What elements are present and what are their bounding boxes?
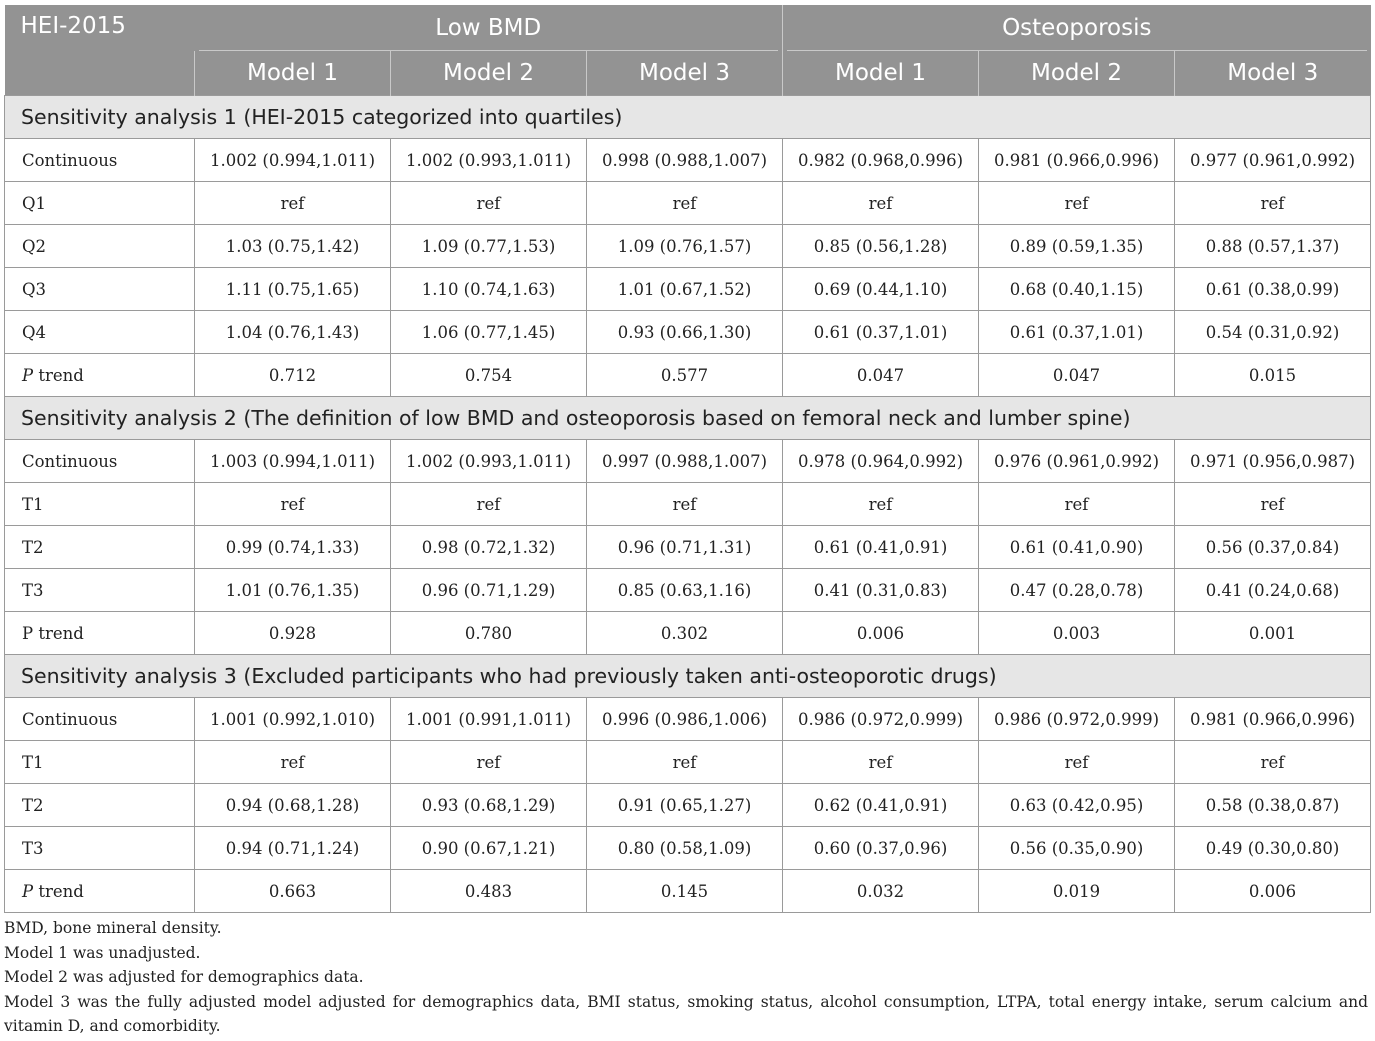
table-cell: 0.977 (0.961,0.992)	[1175, 139, 1371, 182]
table-cell: 0.978 (0.964,0.992)	[783, 440, 979, 483]
row-label: Q2	[5, 225, 195, 268]
table-row	[5, 225, 1371, 268]
table-cell: 0.56 (0.37,0.84)	[1175, 526, 1371, 569]
table-row	[5, 139, 1371, 182]
table-cell: 0.981 (0.966,0.996)	[979, 139, 1175, 182]
table-row	[5, 354, 1371, 397]
table-cell: 0.003	[979, 612, 1175, 655]
table-cell: 0.41 (0.31,0.83)	[783, 569, 979, 612]
table-cell: ref	[979, 182, 1175, 225]
table-cell: 0.60 (0.37,0.96)	[783, 827, 979, 870]
table-cell: ref	[1175, 741, 1371, 784]
table-cell: ref	[587, 182, 783, 225]
table-cell: 1.001 (0.992,1.010)	[195, 698, 391, 741]
table-cell: 0.58 (0.38,0.87)	[1175, 784, 1371, 827]
table-cell: 0.99 (0.74,1.33)	[195, 526, 391, 569]
header-model: Model 3	[587, 51, 783, 96]
header-model: Model 2	[391, 51, 587, 96]
p-trend-rest: trend	[33, 365, 84, 385]
table-cell: 0.986 (0.972,0.999)	[783, 698, 979, 741]
table-cell: ref	[783, 741, 979, 784]
header-row-groups	[5, 5, 1371, 51]
table-cell: 0.047	[783, 354, 979, 397]
row-label: T2	[5, 526, 195, 569]
table-cell: 1.09 (0.77,1.53)	[391, 225, 587, 268]
row-label: Q4	[5, 311, 195, 354]
table-row	[5, 784, 1371, 827]
table-cell: 0.976 (0.961,0.992)	[979, 440, 1175, 483]
table-cell: 0.61 (0.41,0.90)	[979, 526, 1175, 569]
table-cell: 0.981 (0.966,0.996)	[1175, 698, 1371, 741]
section-header	[5, 397, 1371, 440]
table-cell: 0.54 (0.31,0.92)	[1175, 311, 1371, 354]
table-row	[5, 870, 1371, 913]
table-cell: 0.90 (0.67,1.21)	[391, 827, 587, 870]
table-cell: 0.61 (0.37,1.01)	[979, 311, 1175, 354]
table-cell: 0.032	[783, 870, 979, 913]
table-cell: 0.96 (0.71,1.29)	[391, 569, 587, 612]
table-cell: 0.61 (0.37,1.01)	[783, 311, 979, 354]
table-row	[5, 827, 1371, 870]
row-label-p-trend	[5, 870, 195, 913]
table-cell: 0.302	[587, 612, 783, 655]
footnote: BMD, bone mineral density.	[4, 919, 222, 937]
table-cell: ref	[783, 182, 979, 225]
header-model: Model 1	[783, 51, 979, 96]
results-table	[4, 5, 1371, 913]
row-label: Q1	[5, 182, 195, 225]
table-cell: 0.61 (0.41,0.91)	[783, 526, 979, 569]
table-cell: 1.002 (0.993,1.011)	[391, 139, 587, 182]
header-group-label: Low BMD	[435, 15, 542, 41]
row-label: P trend	[5, 612, 195, 655]
table-cell: 0.62 (0.41,0.91)	[783, 784, 979, 827]
header-model: Model 1	[195, 51, 391, 96]
row-label: T1	[5, 483, 195, 526]
footnote: Model 1 was unadjusted.	[4, 943, 201, 962]
results-table-container	[4, 5, 1370, 913]
table-cell: ref	[391, 483, 587, 526]
table-cell: 0.89 (0.59,1.35)	[979, 225, 1175, 268]
table-row	[5, 569, 1371, 612]
table-cell: ref	[391, 741, 587, 784]
table-row	[5, 182, 1371, 225]
table-cell: ref	[195, 483, 391, 526]
table-cell: 0.41 (0.24,0.68)	[1175, 569, 1371, 612]
header-model: Model 3	[1175, 51, 1371, 96]
table-row	[5, 268, 1371, 311]
table-cell: 0.94 (0.71,1.24)	[195, 827, 391, 870]
table-cell: 0.68 (0.40,1.15)	[979, 268, 1175, 311]
table-cell: 1.09 (0.76,1.57)	[587, 225, 783, 268]
row-label: T3	[5, 827, 195, 870]
header-group-low-bmd	[195, 5, 783, 51]
header-model: Model 2	[979, 51, 1175, 96]
row-label-p-trend	[5, 354, 195, 397]
table-row	[5, 483, 1371, 526]
table-cell: 0.61 (0.38,0.99)	[1175, 268, 1371, 311]
row-label: Continuous	[5, 698, 195, 741]
table-row	[5, 311, 1371, 354]
table-cell: 1.01 (0.67,1.52)	[587, 268, 783, 311]
table-cell: 0.015	[1175, 354, 1371, 397]
table-cell: 0.663	[195, 870, 391, 913]
table-cell: ref	[587, 741, 783, 784]
table-cell: 1.002 (0.993,1.011)	[391, 440, 587, 483]
table-cell: 0.63 (0.42,0.95)	[979, 784, 1175, 827]
table-cell: 0.928	[195, 612, 391, 655]
table-row	[5, 698, 1371, 741]
table-cell: 1.06 (0.77,1.45)	[391, 311, 587, 354]
table-cell: ref	[1175, 182, 1371, 225]
table-cell: 0.96 (0.71,1.31)	[587, 526, 783, 569]
table-cell: 0.47 (0.28,0.78)	[979, 569, 1175, 612]
table-cell: 0.93 (0.66,1.30)	[587, 311, 783, 354]
table-cell: 0.98 (0.72,1.32)	[391, 526, 587, 569]
section-title: Sensitivity analysis 1 (HEI-2015 categorized into quartiles)	[5, 96, 1371, 139]
table-cell: 0.006	[1175, 870, 1371, 913]
table-cell: 1.10 (0.74,1.63)	[391, 268, 587, 311]
table-cell: ref	[391, 182, 587, 225]
table-cell: 0.712	[195, 354, 391, 397]
table-cell: 0.69 (0.44,1.10)	[783, 268, 979, 311]
header-row-models	[5, 51, 1371, 96]
footnote: Model 3 was the fully adjusted model adjusted for demographics data, BMI status, smoking status, alcohol consumption, LTPA, total energy intake, serum calcium and vitamin D, and comorbidity.	[4, 992, 1368, 1035]
table-cell: 0.997 (0.988,1.007)	[587, 440, 783, 483]
table-cell: 1.04 (0.76,1.43)	[195, 311, 391, 354]
table-cell: 1.002 (0.994,1.011)	[195, 139, 391, 182]
table-cell: 0.93 (0.68,1.29)	[391, 784, 587, 827]
table-cell: ref	[195, 182, 391, 225]
table-cell: 0.047	[979, 354, 1175, 397]
table-cell: 0.996 (0.986,1.006)	[587, 698, 783, 741]
table-cell: 0.88 (0.57,1.37)	[1175, 225, 1371, 268]
header-group-label: Osteoporosis	[1002, 15, 1152, 41]
table-cell: 0.998 (0.988,1.007)	[587, 139, 783, 182]
table-cell: 0.483	[391, 870, 587, 913]
table-cell: 0.145	[587, 870, 783, 913]
table-cell: ref	[783, 483, 979, 526]
table-cell: 0.49 (0.30,0.80)	[1175, 827, 1371, 870]
row-label: T1	[5, 741, 195, 784]
table-cell: 0.56 (0.35,0.90)	[979, 827, 1175, 870]
table-cell: 1.11 (0.75,1.65)	[195, 268, 391, 311]
table-cell: 0.001	[1175, 612, 1371, 655]
table-cell: 0.85 (0.63,1.16)	[587, 569, 783, 612]
table-cell: 0.94 (0.68,1.28)	[195, 784, 391, 827]
table-cell: 0.754	[391, 354, 587, 397]
table-cell: ref	[1175, 483, 1371, 526]
header-group-osteoporosis	[783, 5, 1371, 51]
table-cell: ref	[979, 741, 1175, 784]
table-cell: 0.780	[391, 612, 587, 655]
table-cell: ref	[979, 483, 1175, 526]
row-label: Continuous	[5, 139, 195, 182]
section-title: Sensitivity analysis 3 (Excluded participants who had previously taken anti-osteoporotic drugs)	[5, 655, 1371, 698]
table-cell: 0.80 (0.58,1.09)	[587, 827, 783, 870]
row-label: Q3	[5, 268, 195, 311]
table-cell: ref	[587, 483, 783, 526]
table-cell: 0.019	[979, 870, 1175, 913]
section-header	[5, 96, 1371, 139]
table-row	[5, 526, 1371, 569]
table-row	[5, 612, 1371, 655]
table-cell: 0.85 (0.56,1.28)	[783, 225, 979, 268]
table-footnotes	[4, 916, 1368, 1039]
p-trend-rest: trend	[33, 881, 84, 901]
table-cell: 1.01 (0.76,1.35)	[195, 569, 391, 612]
row-label: T2	[5, 784, 195, 827]
table-row	[5, 440, 1371, 483]
row-label: T3	[5, 569, 195, 612]
header-corner: HEI-2015	[20, 13, 126, 39]
table-cell: ref	[195, 741, 391, 784]
table-cell: 0.986 (0.972,0.999)	[979, 698, 1175, 741]
table-row	[5, 741, 1371, 784]
p-italic: P	[22, 881, 34, 901]
table-cell: 0.006	[783, 612, 979, 655]
table-cell: 0.91 (0.65,1.27)	[587, 784, 783, 827]
table-cell: 1.001 (0.991,1.011)	[391, 698, 587, 741]
row-label: Continuous	[5, 440, 195, 483]
table-cell: 1.03 (0.75,1.42)	[195, 225, 391, 268]
table-cell: 0.971 (0.956,0.987)	[1175, 440, 1371, 483]
footnote: Model 2 was adjusted for demographics data.	[4, 968, 364, 986]
section-header	[5, 655, 1371, 698]
table-cell: 0.577	[587, 354, 783, 397]
p-italic: P	[22, 365, 34, 385]
table-cell: 0.982 (0.968,0.996)	[783, 139, 979, 182]
table-cell: 1.003 (0.994,1.011)	[195, 440, 391, 483]
section-title: Sensitivity analysis 2 (The definition of low BMD and osteoporosis based on femoral neck and lumber spine)	[5, 397, 1371, 440]
